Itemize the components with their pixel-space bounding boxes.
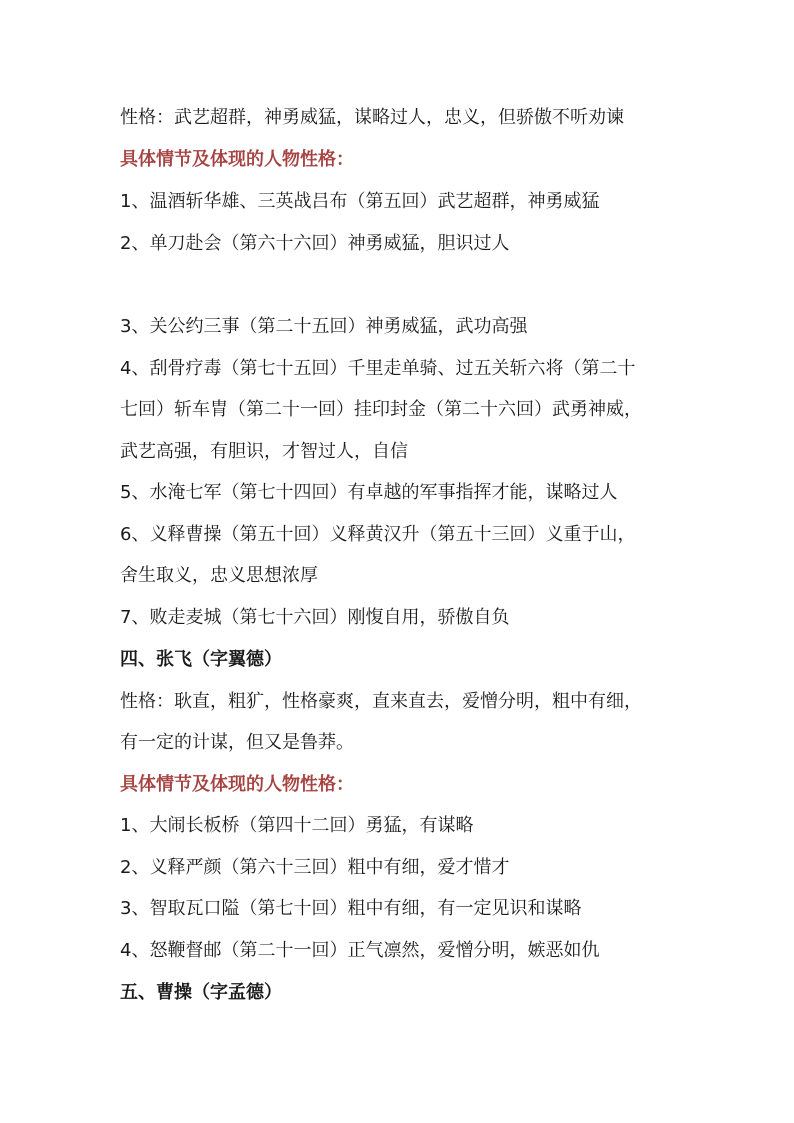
zf-plot-item-3: 3、智取瓦口隘（第七十回）粗中有细，有一定见识和谋略 [120,898,582,919]
zf-plot-item-1: 1、大闹长板桥（第四十二回）勇猛，有谋略 [120,815,474,836]
plot-item-1: 1、温酒斩华雄、三英战吕布（第五回）武艺超群，神勇威猛 [120,191,600,212]
section-heading-plots-2: 具体情节及体现的人物性格： [120,774,354,795]
guan-yu-personality: 性格：武艺超群，神勇威猛，谋略过人，忠义，但骄傲不听劝谏 [120,107,624,128]
plot-item-7: 7、败走麦城（第七十六回）刚愎自用，骄傲自负 [120,607,510,628]
zf-plot-item-4: 4、怒鞭督邮（第二十一回）正气凛然，爱憎分明，嫉恶如仇 [120,940,600,961]
section-heading-plots: 具体情节及体现的人物性格： [120,149,354,170]
plot-item-6-line-1: 6、义释曹操（第五十回）义释黄汉升（第五十三回）义重于山， [120,524,636,545]
plot-item-6-line-2: 舍生取义，忠义思想浓厚 [120,565,318,586]
heading-cao-cao: 五、曹操（字孟德） [120,982,282,1003]
plot-item-5: 5、水淹七军（第七十四回）有卓越的军事指挥才能，谋略过人 [120,482,618,503]
heading-zhang-fei: 四、张飞（字翼德） [120,649,282,670]
plot-item-2: 2、单刀赴会（第六十六回）神勇威猛，胆识过人 [120,233,510,254]
zf-plot-item-2: 2、义释严颜（第六十三回）粗中有细，爱才惜才 [120,857,510,878]
plot-item-4-line-2: 七回）斩车胄（第二十一回）挂印封金（第二十六回）武勇神威， [120,399,642,420]
plot-item-4-line-1: 4、刮骨疗毒（第七十五回）千里走单骑、过五关斩六将（第二十 [120,358,636,379]
plot-item-3: 3、关公约三事（第二十五回）神勇威猛，武功高强 [120,316,528,337]
plot-item-4-line-3: 武艺高强，有胆识，才智过人，自信 [120,441,408,462]
zhang-fei-personality-line-2: 有一定的计谋，但又是鲁莽。 [120,732,354,753]
zhang-fei-personality-line-1: 性格：耿直，粗犷，性格豪爽，直来直去，爱憎分明，粗中有细， [120,691,642,712]
